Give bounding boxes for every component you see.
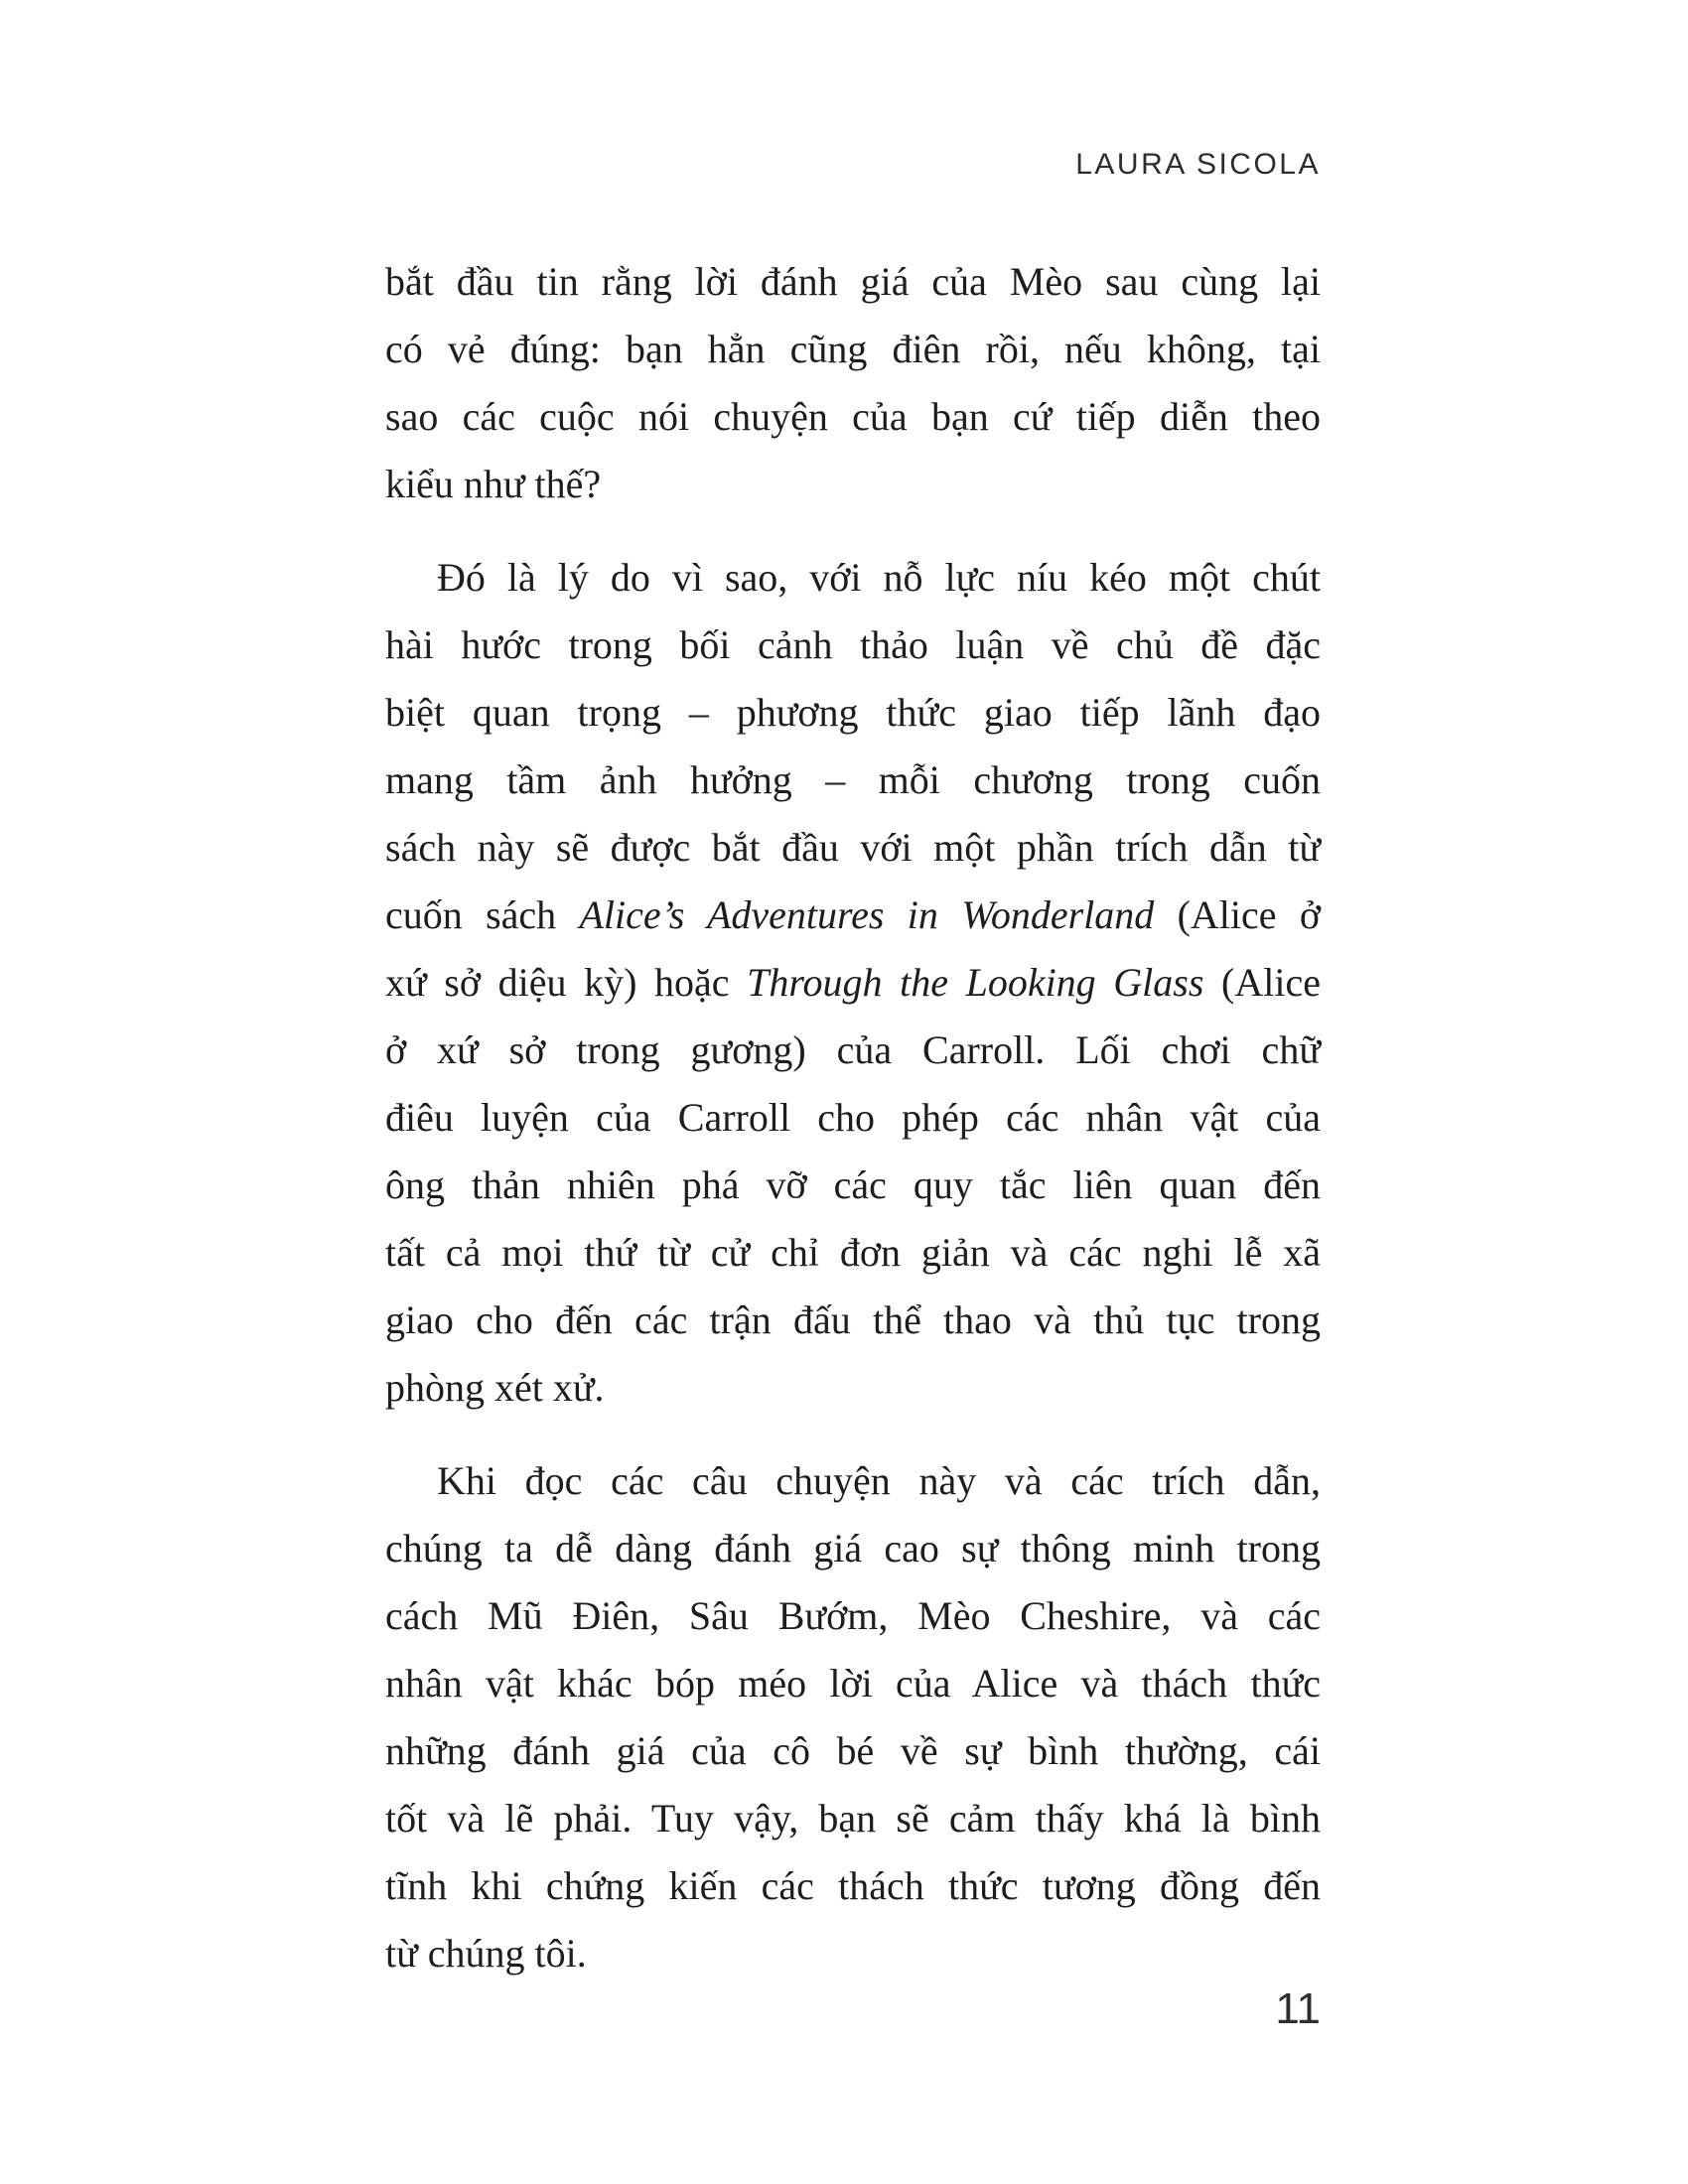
text-segment: bắt đầu tin rằng lời đánh giá của Mèo sau cùng lại (385, 259, 1321, 304)
text-segment: những đánh giá của cô bé về sự bình thường, cái (385, 1728, 1321, 1773)
text-line (385, 1852, 1321, 1920)
text-segment: chúng ta dễ dàng đánh giá cao sự thông minh trong (385, 1526, 1321, 1570)
paragraph (385, 1447, 1321, 1987)
text-segment: giao cho đến các trận đấu thể thao và thủ tục trong (385, 1297, 1321, 1342)
text-line (385, 1084, 1321, 1152)
page-number: 11 (1275, 1984, 1321, 2033)
text-line (385, 451, 1321, 518)
text-segment: sao các cuộc nói chuyện của bạn cứ tiếp diễn theo (385, 394, 1321, 439)
text-segment: biệt quan trọng – phương thức giao tiếp lãnh đạo (385, 690, 1321, 735)
book-title-italic: Alice’s Adventures in Wonderland (579, 892, 1155, 937)
text-line (385, 1152, 1321, 1219)
paragraph (385, 248, 1321, 518)
text-segment: tất cả mọi thứ từ cử chỉ đơn giản và các nghi lễ xã (385, 1230, 1321, 1275)
text-line (385, 949, 1321, 1017)
text-segment: từ chúng tôi. (385, 1931, 587, 1976)
book-title-italic: Through the Looking Glass (747, 960, 1204, 1005)
text-segment: Đó là lý do vì sao, với nỗ lực níu kéo một chút (437, 555, 1321, 600)
text-line (385, 1354, 1321, 1422)
text-line (385, 1785, 1321, 1852)
text-line (385, 679, 1321, 747)
text-line (385, 1920, 1321, 1987)
text-segment: kiểu như thế? (385, 462, 602, 506)
text-segment: nhân vật khác bóp méo lời của Alice và thách thức (385, 1661, 1321, 1706)
text-segment: mang tầm ảnh hưởng – mỗi chương trong cuốn (385, 757, 1321, 802)
text-line (385, 383, 1321, 451)
text-segment: Khi đọc các câu chuyện này và các trích dẫn, (437, 1458, 1321, 1503)
text-segment: ở xứ sở trong gương) của Carroll. Lối chơi chữ (385, 1027, 1321, 1072)
text-segment: cách Mũ Điên, Sâu Bướm, Mèo Cheshire, và các (385, 1593, 1321, 1638)
text-line (385, 316, 1321, 383)
paragraph (385, 544, 1321, 1422)
text-segment: có vẻ đúng: bạn hẳn cũng điên rồi, nếu không, tại (385, 327, 1321, 371)
text-line (385, 612, 1321, 679)
text-segment: ông thản nhiên phá vỡ các quy tắc liên quan đến (385, 1162, 1321, 1207)
text-line (385, 1717, 1321, 1785)
body-text (385, 248, 1321, 1987)
text-segment: tốt và lẽ phải. Tuy vậy, bạn sẽ cảm thấy khá là bình (385, 1796, 1321, 1841)
text-segment: hài hước trong bối cảnh thảo luận về chủ đề đặc (385, 622, 1321, 667)
text-line (385, 248, 1321, 316)
text-line (385, 747, 1321, 814)
text-line (385, 882, 1321, 949)
text-segment: (Alice (1203, 960, 1321, 1005)
text-segment: điêu luyện của Carroll cho phép các nhân vật của (385, 1095, 1321, 1140)
text-line (385, 1017, 1321, 1084)
text-line (385, 1582, 1321, 1650)
text-segment: phòng xét xử. (385, 1365, 605, 1410)
text-line (385, 544, 1321, 612)
running-header: LAURA SICOLA (1075, 148, 1321, 181)
text-segment: cuốn sách (385, 892, 580, 937)
text-line (385, 814, 1321, 882)
text-segment: sách này sẽ được bắt đầu với một phần trích dẫn từ (385, 825, 1321, 870)
text-segment: tĩnh khi chứng kiến các thách thức tương đồng đến (385, 1863, 1321, 1908)
text-line (385, 1287, 1321, 1354)
text-line (385, 1447, 1321, 1515)
text-line (385, 1219, 1321, 1287)
text-line (385, 1515, 1321, 1582)
text-line (385, 1650, 1321, 1717)
text-segment: xứ sở diệu kỳ) hoặc (385, 960, 748, 1005)
text-segment: (Alice ở (1154, 892, 1322, 937)
